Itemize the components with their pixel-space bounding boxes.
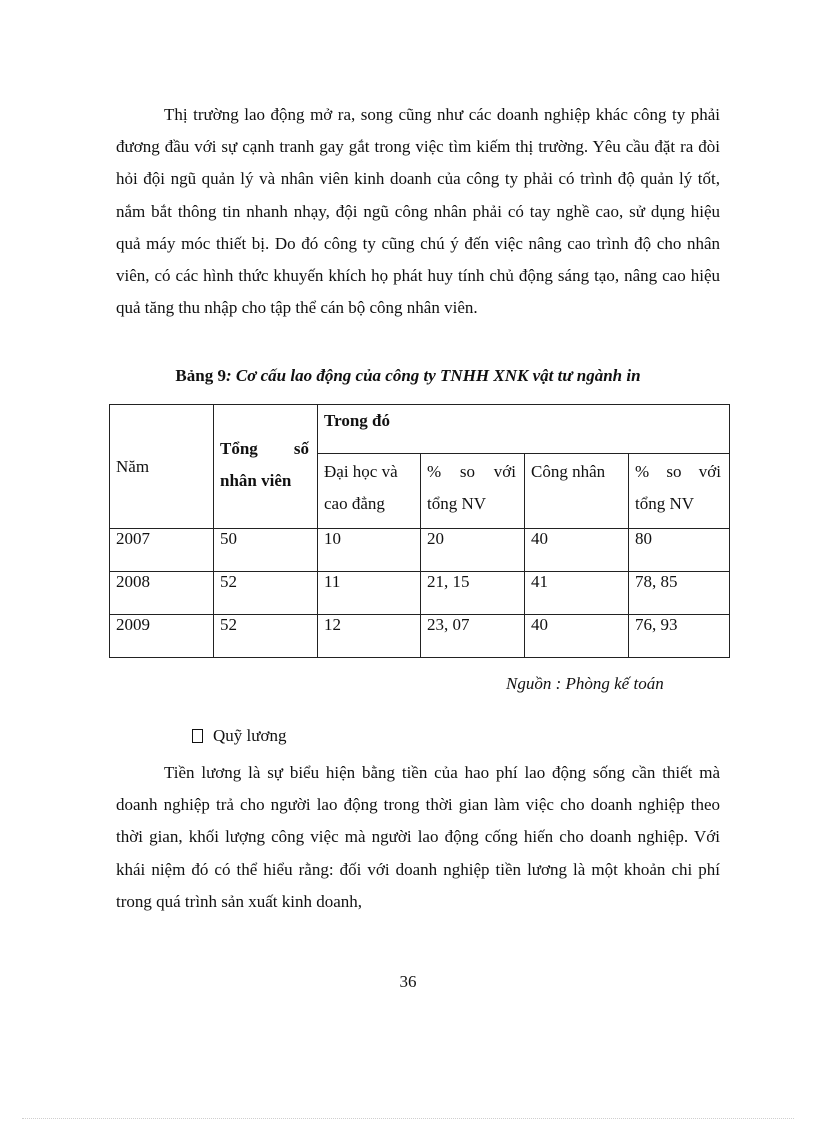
table-caption-title: : Cơ cấu lao động của công ty TNHH XNK vật tư ngành in (225, 366, 641, 385)
cell-workers-pct: 80 (629, 529, 730, 572)
page-number: 36 (399, 972, 417, 991)
header-university-pct: % so với tổng NV (421, 454, 525, 529)
cell-workers-pct: 78, 85 (629, 572, 730, 615)
header-total-staff: Tổng số nhân viên (214, 405, 318, 529)
square-bullet-icon (192, 729, 203, 743)
cell-university-pct: 21, 15 (421, 572, 525, 615)
header-year: Năm (110, 405, 214, 529)
cell-workers: 41 (525, 572, 629, 615)
table-caption (0, 366, 816, 386)
labor-structure-table (109, 404, 730, 658)
cell-total: 52 (214, 615, 318, 658)
header-workers: Công nhân (525, 454, 629, 529)
section-heading (192, 726, 286, 746)
cell-workers: 40 (525, 615, 629, 658)
salary-paragraph: Tiền lương là sự biểu hiện bằng tiền của hao phí lao động sống cần thiết mà doanh nghiệp trả cho người lao động trong thời gian làm việc cho doanh nghiệp theo thời gian, khối lượng công việc mà người lao động cống hiến cho doanh nghiệp. Với khái niệm đó có thể hiểu rằng: đối với doanh nghiệp tiền lương là một khoản chi phí trong quá trình sản xuất kinh doanh, (116, 763, 720, 911)
cell-workers: 40 (525, 529, 629, 572)
cell-total: 50 (214, 529, 318, 572)
source-note: Nguồn : Phòng kế toán (506, 674, 664, 693)
cell-university: 10 (318, 529, 421, 572)
table-row (110, 615, 730, 658)
table-caption-label: Bảng 9 (175, 366, 226, 385)
table-row (110, 572, 730, 615)
cell-university: 11 (318, 572, 421, 615)
header-university: Đại học và cao đẳng (318, 454, 421, 529)
page-bottom-divider (22, 1118, 794, 1119)
cell-year: 2009 (110, 615, 214, 658)
table-row (110, 529, 730, 572)
cell-university: 12 (318, 615, 421, 658)
section-heading-label: Quỹ lương (213, 726, 287, 745)
cell-year: 2008 (110, 572, 214, 615)
header-workers-pct: % so với tổng NV (629, 454, 730, 529)
cell-university-pct: 23, 07 (421, 615, 525, 658)
header-of-which: Trong đó (318, 405, 730, 454)
cell-total: 52 (214, 572, 318, 615)
cell-workers-pct: 76, 93 (629, 615, 730, 658)
intro-paragraph: Thị trường lao động mở ra, song cũng như các doanh nghiệp khác công ty phải đương đầu với sự cạnh tranh gay gắt trong việc tìm kiếm thị trường. Yêu cầu đặt ra đòi hỏi đội ngũ quản lý và nhân viên kinh doanh của công ty phải có trình độ quản lý tốt, nắm bắt thông tin nhanh nhạy, đội ngũ công nhân phải có tay nghề cao, sử dụng hiệu quả máy móc thiết bị. Do đó công ty cũng chú ý đến việc nâng cao trình độ cho nhân viên, có các hình thức khuyến khích họ phát huy tính chủ động sáng tạo, nâng cao hiệu quả tăng thu nhập cho tập thể cán bộ công nhân viên. (116, 105, 720, 318)
cell-university-pct: 20 (421, 529, 525, 572)
cell-year: 2007 (110, 529, 214, 572)
